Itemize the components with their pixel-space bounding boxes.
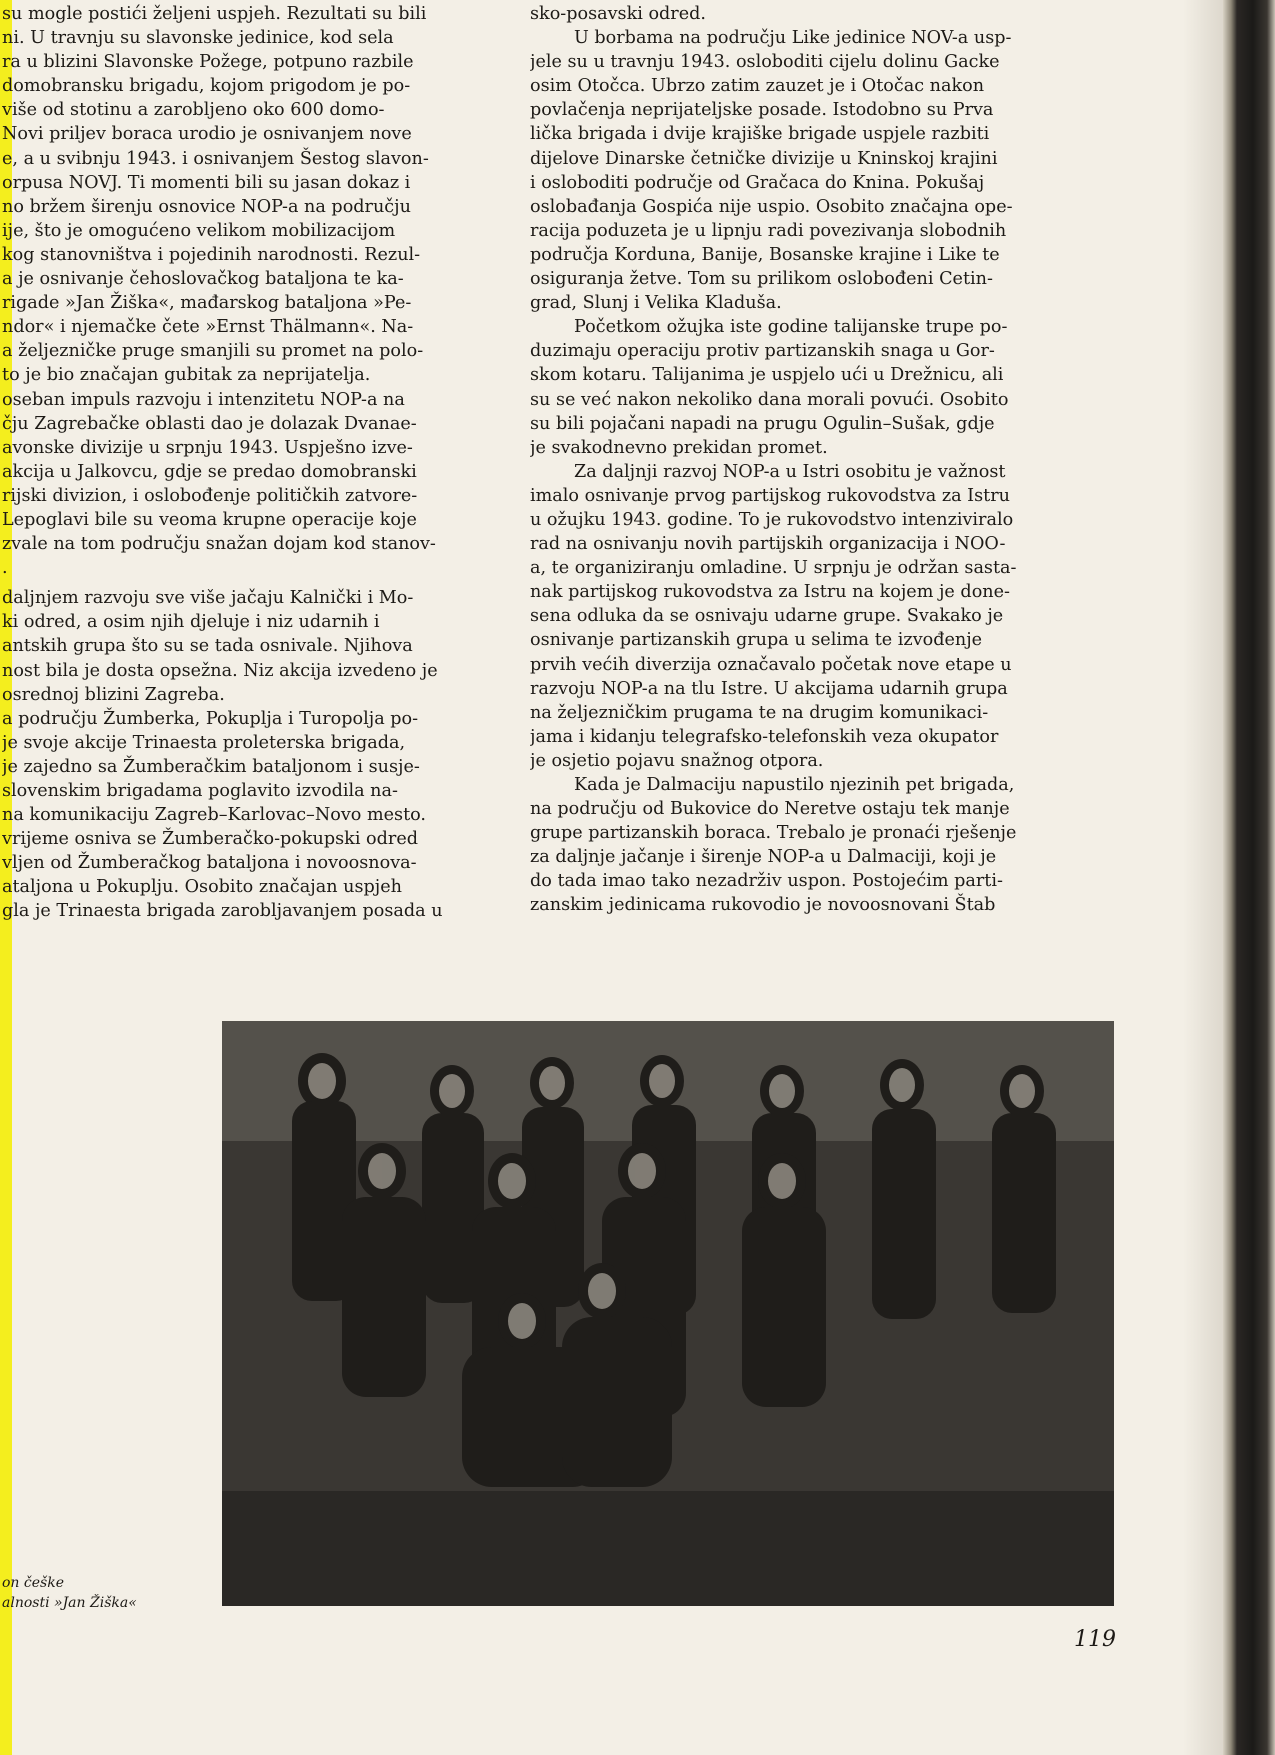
text-line: Lepoglavi bile su veoma krupne operacije koje xyxy=(2,509,417,530)
text-line: do tada imao tako nezadrživ uspon. Postojećim parti- xyxy=(530,871,1003,892)
group-photograph xyxy=(222,1021,1114,1606)
text-line: Za daljnji razvoj NOP-a u Istri osobitu je važnost xyxy=(574,461,1006,482)
text-line: osrednoj blizini Zagreba. xyxy=(2,684,225,705)
text-line: a području Žumberka, Pokuplja i Turopolja po- xyxy=(2,708,419,729)
text-line: zanskim jedinicama rukovodio je novoosnovani Štab xyxy=(530,895,996,916)
text-line: na željezničkim prugama te na drugim komunikaci- xyxy=(530,702,989,723)
text-line: na komunikaciju Zagreb–Karlovac–Novo mesto. xyxy=(2,805,427,826)
text-line: i osloboditi područje od Gračaca do Knina. Pokušaj xyxy=(530,172,985,193)
text-line: osim Otočca. Ubrzo zatim zauzet je i Otočac nakon xyxy=(530,76,985,97)
text-line: ataljona u Pokuplju. Osobito značajan uspjeh xyxy=(2,877,402,898)
caption-line: alnosti »Jan Žiška« xyxy=(2,1595,137,1611)
text-line: nak partijskog rukovodstva za Istru na kojem je done- xyxy=(530,582,1010,603)
text-line: to je bio značajan gubitak za neprijatelja. xyxy=(2,365,371,386)
text-line: grad, Slunj i Velika Kladuša. xyxy=(530,293,782,314)
text-line: grupe partizanskih boraca. Trebalo je pronaći rješenje xyxy=(530,823,1017,844)
text-line: . xyxy=(2,558,8,579)
photo-caption xyxy=(2,1573,137,1613)
text-line: kog stanovništva i pojedinih narodnosti. Rezul- xyxy=(2,244,421,265)
text-line: ni. U travnju su slavonske jedinice, kod sela xyxy=(2,28,394,49)
text-line: imalo osnivanje prvog partijskog rukovodstva za Istru xyxy=(530,485,1010,506)
text-line: u ožujku 1943. godine. To je rukovodstvo intenziviralo xyxy=(530,509,1014,530)
text-line: su bili pojačani napadi na prugu Ogulin–Sušak, gdje xyxy=(530,413,995,434)
text-line: no bržem širenju osnovice NOP-a na području xyxy=(2,196,411,217)
text-line: e, a u svibnju 1943. i osnivanjem Šestog slavon- xyxy=(2,148,429,169)
text-line: Početkom ožujka iste godine talijanske trupe po- xyxy=(574,317,1008,338)
text-line: orpusa NOVJ. Ti momenti bili su jasan dokaz i xyxy=(2,172,411,193)
text-line: dijelove Dinarske četničke divizije u Kninskoj krajini xyxy=(530,148,998,169)
text-line: domobransku brigadu, kojom prigodom je po- xyxy=(2,76,411,97)
right-text-column xyxy=(530,2,1108,918)
text-line: ki odred, a osim njih djeluje i niz udarnih i xyxy=(2,612,380,633)
text-line: je zajedno sa Žumberačkim bataljonom i susje- xyxy=(2,756,420,777)
page-number: 119 xyxy=(1074,1627,1116,1652)
text-line: rad na osnivanju novih partijskih organizacija i NOO- xyxy=(530,534,1006,555)
text-line: osnivanje partizanskih grupa u selima te izvođenje xyxy=(530,630,983,651)
text-line: su mogle postići željeni uspjeh. Rezultati su bili xyxy=(2,4,427,24)
text-line: lička brigada i dvije krajiške brigade uspjele razbiti xyxy=(530,124,990,145)
text-line: ndor« i njemačke čete »Ernst Thälmann«. Na- xyxy=(2,317,414,338)
text-line: razvoju NOP-a na tlu Istre. U akcijama udarnih grupa xyxy=(530,678,1008,699)
text-line: nost bila je dosta opsežna. Niz akcija izvedeno je xyxy=(2,660,438,681)
text-line: daljnjem razvoju sve više jačaju Kalnički i Mo- xyxy=(2,588,414,609)
text-line: više od stotinu a zarobljeno oko 600 domo- xyxy=(2,100,385,121)
text-line: povlačenja neprijateljske posade. Istodobno su Prva xyxy=(530,100,994,121)
text-line: oslobađanja Gospića nije uspio. Osobito značajna ope- xyxy=(530,196,1013,217)
text-line: a, te organiziranju omladine. U srpnju je održan sasta- xyxy=(530,558,1017,579)
text-line: oseban impuls razvoju i intenzitetu NOP-a na xyxy=(2,389,405,410)
page-gutter-shadow xyxy=(1183,0,1223,1755)
text-line: U borbama na području Like jedinice NOV-a usp- xyxy=(574,28,1012,49)
text-line: jele su u travnju 1943. osloboditi cijelu dolinu Gacke xyxy=(530,52,1000,73)
text-line: skom kotaru. Talijanima je uspjelo ući u Drežnicu, ali xyxy=(530,365,1004,386)
book-binding-edge xyxy=(1223,0,1275,1755)
text-line: vrijeme osniva se Žumberačko-pokupski odred xyxy=(2,829,418,850)
text-line: a je osnivanje čehoslovačkog bataljona te ka- xyxy=(2,269,404,290)
text-line: racija poduzeta je u lipnju radi povezivanja slobodnih xyxy=(530,220,1007,241)
text-line: je osjetio pojavu snažnog otpora. xyxy=(530,750,824,771)
caption-line: on češke xyxy=(2,1575,64,1591)
text-line: zvale na tom području snažan dojam kod stanov- xyxy=(2,534,436,555)
text-line: na području od Bukovice do Neretve ostaju tek manje xyxy=(530,799,1010,820)
text-line: je svoje akcije Trinaesta proleterska brigada, xyxy=(2,732,406,753)
text-line: je svakodnevno prekidan promet. xyxy=(530,437,828,458)
text-line: Kada je Dalmaciju napustilo njezinih pet brigada, xyxy=(574,775,1015,795)
text-line: vljen od Žumberačkog bataljona i novoosnova- xyxy=(2,853,417,874)
text-line: a željezničke pruge smanjili su promet na polo- xyxy=(2,341,424,362)
text-line: slovenskim brigadama poglavito izvodila na- xyxy=(2,781,398,801)
left-text-column xyxy=(2,2,498,924)
text-line: antskih grupa što su se tada osnivale. Njihova xyxy=(2,636,413,657)
text-line: jama i kidanju telegrafsko-telefonskih veza okupator xyxy=(530,726,999,747)
text-line: područja Korduna, Banije, Bosanske krajine i Like te xyxy=(530,244,1000,265)
text-line: rigade »Jan Žiška«, mađarskog bataljona »Pe- xyxy=(2,293,412,314)
text-line: prvih većih diverzija označavalo početak nove etape u xyxy=(530,654,1012,675)
text-line: Novi priljev boraca urodio je osnivanjem nove xyxy=(2,124,412,145)
text-line: gla je Trinaesta brigada zarobljavanjem posada u xyxy=(2,901,443,922)
text-line: su se već nakon nekoliko dana morali povući. Osobito xyxy=(530,389,1009,410)
text-line: sena odluka da se osnivaju udarne grupe. Svakako je xyxy=(530,606,1004,627)
text-line: avonske divizije u srpnju 1943. Uspješno izve- xyxy=(2,437,413,458)
text-line: duzimaju operaciju protiv partizanskih snaga u Gor- xyxy=(530,341,995,362)
text-line: sko-posavski odred. xyxy=(530,4,706,24)
photo-figures xyxy=(222,1021,1114,1606)
text-line: akcija u Jalkovcu, gdje se predao domobranski xyxy=(2,461,417,482)
text-line: ije, što je omogućeno velikom mobilizacijom xyxy=(2,220,396,241)
text-line: rijski divizion, i oslobođenje političkih zatvore- xyxy=(2,485,418,506)
text-line: čju Zagrebačke oblasti dao je dolazak Dvanae- xyxy=(2,413,417,434)
text-line: ra u blizini Slavonske Požege, potpuno razbile xyxy=(2,52,414,73)
text-line: za daljnje jačanje i širenje NOP-a u Dalmaciji, koji je xyxy=(530,847,997,868)
text-line: osiguranja žetve. Tom su prilikom oslobođeni Cetin- xyxy=(530,269,993,290)
